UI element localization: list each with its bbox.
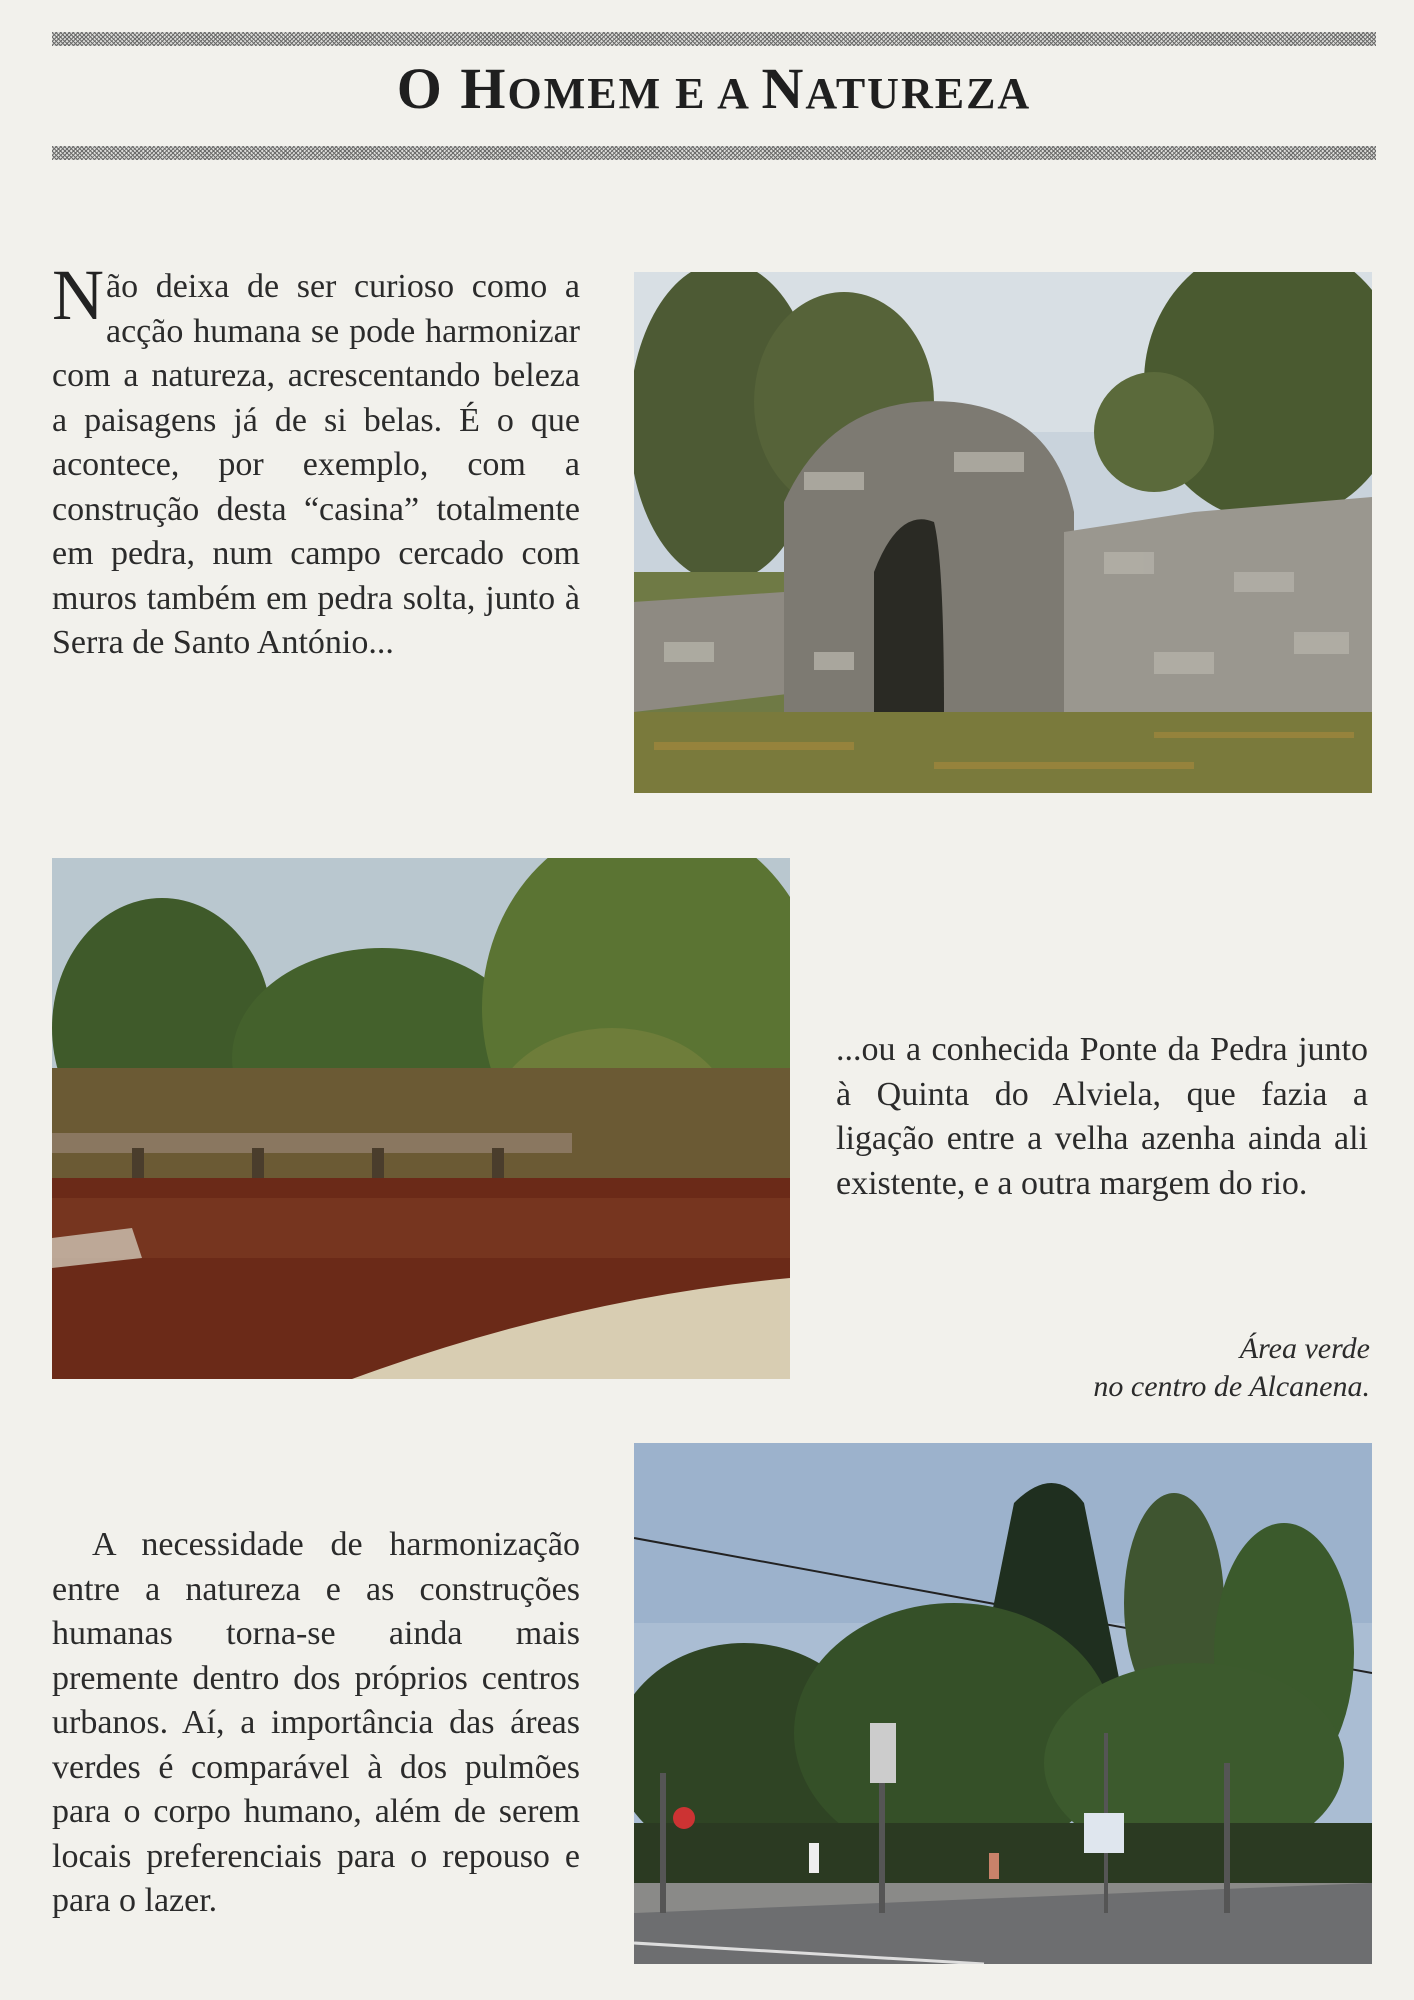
intro-paragraph-text: ão deixa de ser curioso como a acção humana se pode harmonizar com a natureza, acrescentando beleza a paisagens já de si belas. É o que acontece, por exemplo, com a construção desta “casina” totalmente em pedra, num campo cercado com muros também em pedra solta, junto à Serra de Santo António... (52, 268, 580, 661)
stone-hut-photo (634, 272, 1372, 793)
caption-line-1: Área verde (1239, 1332, 1370, 1365)
title-part: N (761, 56, 806, 121)
urban-green-paragraph (52, 1523, 580, 1924)
bottom-ornamental-rule (52, 146, 1376, 160)
urban-green-paragraph-text: A necessidade de harmonização entre a natureza e as construções humanas torna-se ainda mais premente dentro dos próprios centros urbanos. Aí, a importância das áreas verdes é comparável à dos pulmões para o corpo humano, além de serem locais preferenciais para o repouso e para o lazer. (52, 1526, 580, 1919)
top-ornamental-rule (52, 32, 1376, 46)
page-title (52, 55, 1376, 135)
bridge-paragraph: ...ou a conhecida Ponte da Pedra junto à Quinta do Alviela, que fazia a ligação entre a velha azenha ainda ali existente, e a outra margem do rio. (836, 1031, 1368, 1202)
caption-line-2: no centro de Alcanena. (1093, 1370, 1370, 1403)
photo-caption (1093, 1330, 1370, 1406)
title-part: H (460, 56, 508, 121)
drop-cap: N (52, 255, 104, 335)
title-part: OMEM E A (507, 69, 762, 118)
title-part: ATUREZA (805, 69, 1032, 118)
green-area-street-photo (634, 1443, 1372, 1964)
intro-paragraph (52, 255, 580, 666)
title-part: O (396, 56, 461, 121)
bridge-river-photo (52, 858, 790, 1379)
